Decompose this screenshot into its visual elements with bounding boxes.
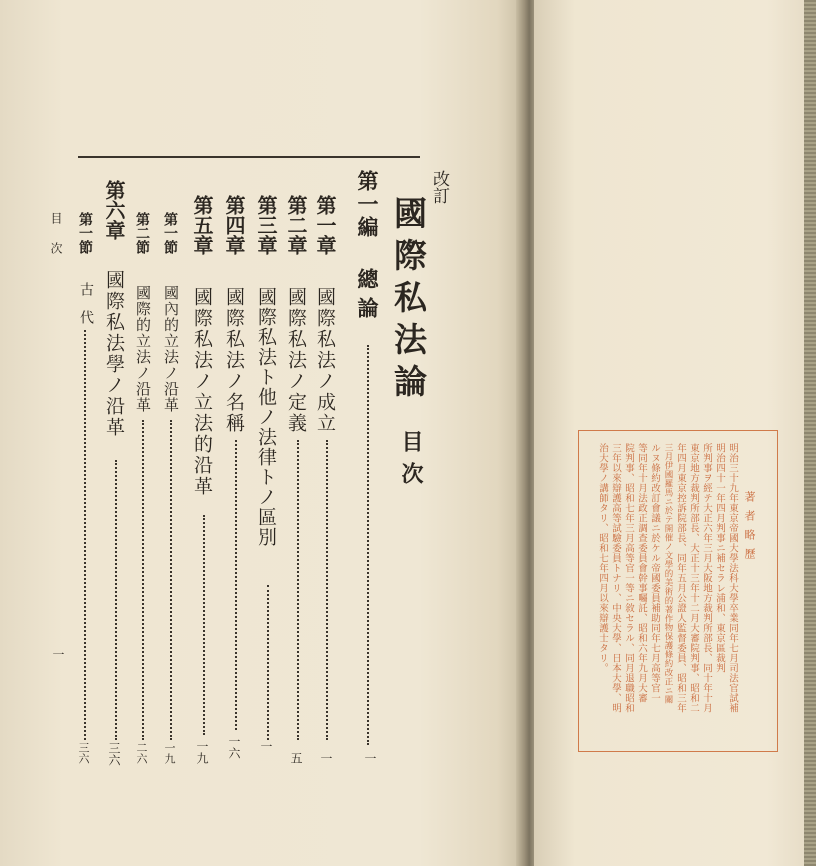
chapter-title: 國際私法ノ定義 — [285, 287, 307, 434]
section-page: 二六 — [135, 742, 148, 764]
chapter-page: 一 — [319, 752, 333, 764]
bio-line: 明治四十一年四月判事ニ補セラレ浦和、東京區裁判 — [714, 443, 725, 673]
bio-line: 等同年十月法政正調查委員會幹事囑託、昭和六年九月大審 — [636, 443, 647, 703]
leader-dots — [235, 440, 237, 730]
bio-line: 明治三十九年東京帝國大學法科大學卒業同年七月司法官試補 — [727, 443, 738, 713]
chapter-page: 一六 — [227, 735, 241, 759]
chapter-label: 第四章 — [222, 195, 246, 255]
section-title: 古代 — [78, 282, 94, 338]
part-page: 一 — [363, 752, 377, 764]
bio-line: 三年以來辯護高等試驗委員トナリ、中央大學、日本大學、明 — [610, 443, 621, 713]
top-rule — [78, 156, 420, 158]
bio-heading: 著者略歷 — [743, 491, 756, 567]
bio-line: 東京地方裁判所部長、大正十三年十二月大審院判事、昭和二 — [688, 443, 699, 713]
book-title: 國際私法論 — [389, 196, 428, 406]
chapter-label: 第一章 — [313, 195, 337, 255]
title-prefix: 改訂 — [429, 170, 449, 204]
contents-heading: 目次 — [398, 430, 424, 494]
chapter-title: 國際私法ノ立法的沿革 — [191, 287, 213, 497]
part-label: 第一編 — [355, 170, 380, 239]
leader-dots — [203, 515, 205, 735]
bio-line: 院判事、昭和七年三月高等官一等ニ敘セラル、同月退職昭和 — [623, 443, 634, 713]
leader-dots — [115, 460, 117, 740]
part-title: 總論 — [355, 268, 380, 326]
section-page: 一九 — [163, 742, 176, 764]
leader-dots — [326, 440, 328, 740]
author-bio-box — [578, 430, 778, 752]
bio-line: 所判事ヲ經テ大正六年三月大阪地方裁判所部長、同十年十月 — [701, 443, 712, 713]
section-page: 三六 — [77, 742, 90, 764]
page-folio: 一 — [51, 648, 65, 660]
leader-dots — [142, 420, 144, 740]
leader-dots — [170, 420, 172, 740]
bio-line: 年四月東京控訴院部長、同年五月公證人監督委員、昭和三年 — [675, 443, 686, 713]
leader-dots — [84, 330, 86, 740]
leader-dots — [267, 585, 269, 740]
bio-line: 三月伊國羅馬ニ於テ開催ノ文學的美術的著作物保護條約改正ニ關 — [663, 443, 673, 704]
chapter-page: 一九 — [195, 740, 209, 764]
book-edge — [804, 0, 816, 866]
chapter-title: 國際私法學ノ沿革 — [103, 270, 125, 438]
chapter-page: 五 — [289, 752, 303, 764]
bio-line: ルヌ條約改訂會議ニ於ケル帝國委員補助同年七月高等官一 — [649, 443, 660, 703]
leader-dots — [367, 345, 369, 745]
chapter-title: 國際私法ノ名稱 — [223, 287, 245, 434]
chapter-label: 第三章 — [254, 195, 278, 255]
section-title: 國內的立法ノ沿革 — [162, 285, 180, 413]
running-header: 目次 — [49, 212, 63, 272]
leader-dots — [297, 440, 299, 740]
chapter-title: 國際私法ト他ノ法律トノ區別 — [255, 287, 277, 547]
chapter-page: 一 — [259, 740, 273, 752]
chapter-label: 第五章 — [190, 195, 214, 255]
section-label: 第一節 — [77, 212, 93, 254]
chapter-label: 第二章 — [284, 195, 308, 255]
section-title: 國際的立法ノ沿革 — [134, 285, 152, 413]
section-label: 第一節 — [162, 212, 178, 254]
bio-line: 治大學ノ講師タリ、昭和七年四月以來辯護士タリ。 — [597, 443, 608, 673]
chapter-label: 第六章 — [102, 180, 126, 240]
section-label: 第二節 — [134, 212, 150, 254]
chapter-title: 國際私法ノ成立 — [314, 287, 336, 434]
chapter-page: 三六 — [107, 742, 121, 766]
